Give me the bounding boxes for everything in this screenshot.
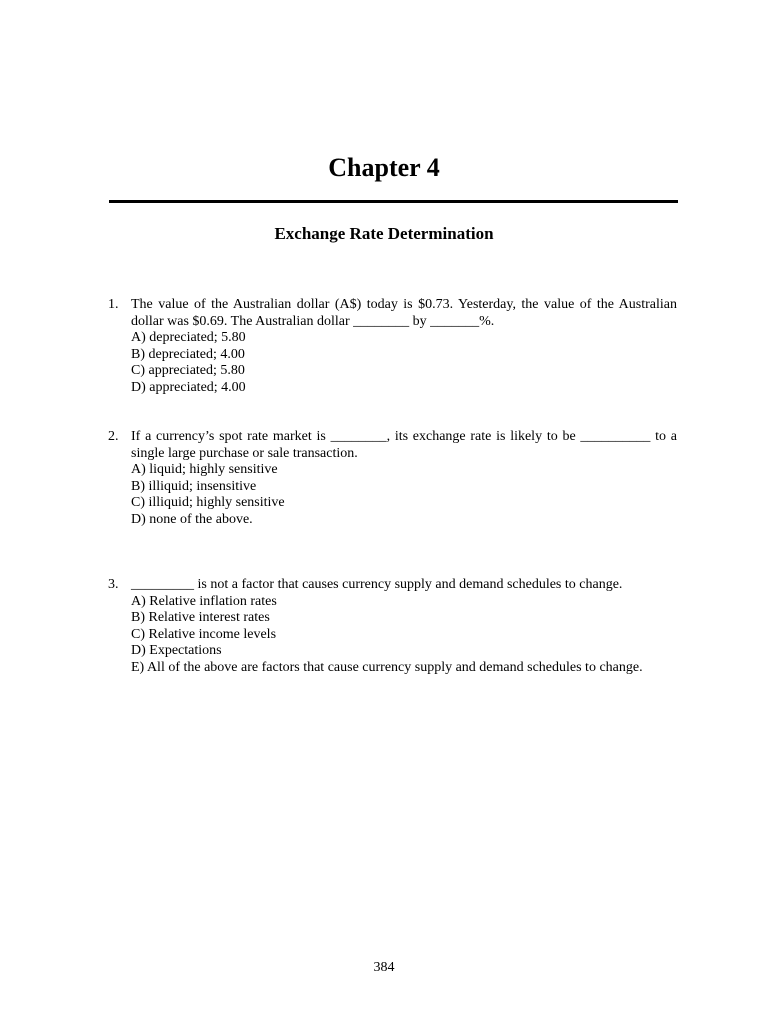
question-1 <box>108 297 677 396</box>
question-3-choice-c: C) Relative income levels <box>131 626 277 642</box>
question-3-choice-a: A) Relative inflation rates <box>131 593 277 609</box>
question-3-choice-b: B) Relative interest rates <box>131 610 270 625</box>
question-3 <box>108 577 677 676</box>
question-2-choice-c: C) illiquid; highly sensitive <box>131 495 285 510</box>
question-1-stem-block <box>108 297 677 330</box>
question-2-choice-a: A) liquid; highly sensitive <box>131 462 278 477</box>
question-1-choice-b: B) depreciated; 4.00 <box>131 346 245 362</box>
question-3-stem: _________ is not a factor that causes currency supply and demand schedules to change. <box>131 577 623 592</box>
question-2-stem: If a currency’s spot rate market is ________, its exchange rate is likely to be __________ to a single large purchase or sale transaction. <box>131 429 677 461</box>
question-3-choice-e: E) All of the above are factors that cause currency supply and demand schedules to change. <box>131 659 643 675</box>
question-3-stem-block <box>108 577 677 594</box>
question-3-choices <box>108 594 677 677</box>
question-2 <box>108 429 677 528</box>
title-rule <box>109 200 678 203</box>
question-2-choices <box>108 462 677 528</box>
question-1-choice-a: A) depreciated; 5.80 <box>131 330 246 345</box>
question-1-choices <box>108 330 677 396</box>
chapter-subtitle: Exchange Rate Determination <box>274 224 494 243</box>
question-3-choice-d: D) Expectations <box>131 643 222 658</box>
question-3-number: 3. <box>108 577 119 592</box>
question-1-choice-c: C) appreciated; 5.80 <box>131 363 245 378</box>
question-1-stem: The value of the Australian dollar (A$) today is $0.73. Yesterday, the value of the Australian dollar was $0.69. The Australian dollar ________ by _______%. <box>131 297 677 329</box>
question-2-stem-block <box>108 429 677 462</box>
chapter-title: Chapter 4 <box>328 153 440 182</box>
question-2-number: 2. <box>108 429 119 444</box>
question-2-choice-d: D) none of the above. <box>131 511 253 527</box>
question-1-number: 1. <box>108 297 119 312</box>
question-2-choice-b: B) illiquid; insensitive <box>131 478 257 494</box>
question-1-choice-d: D) appreciated; 4.00 <box>131 379 246 395</box>
page-number: 384 <box>373 960 395 975</box>
